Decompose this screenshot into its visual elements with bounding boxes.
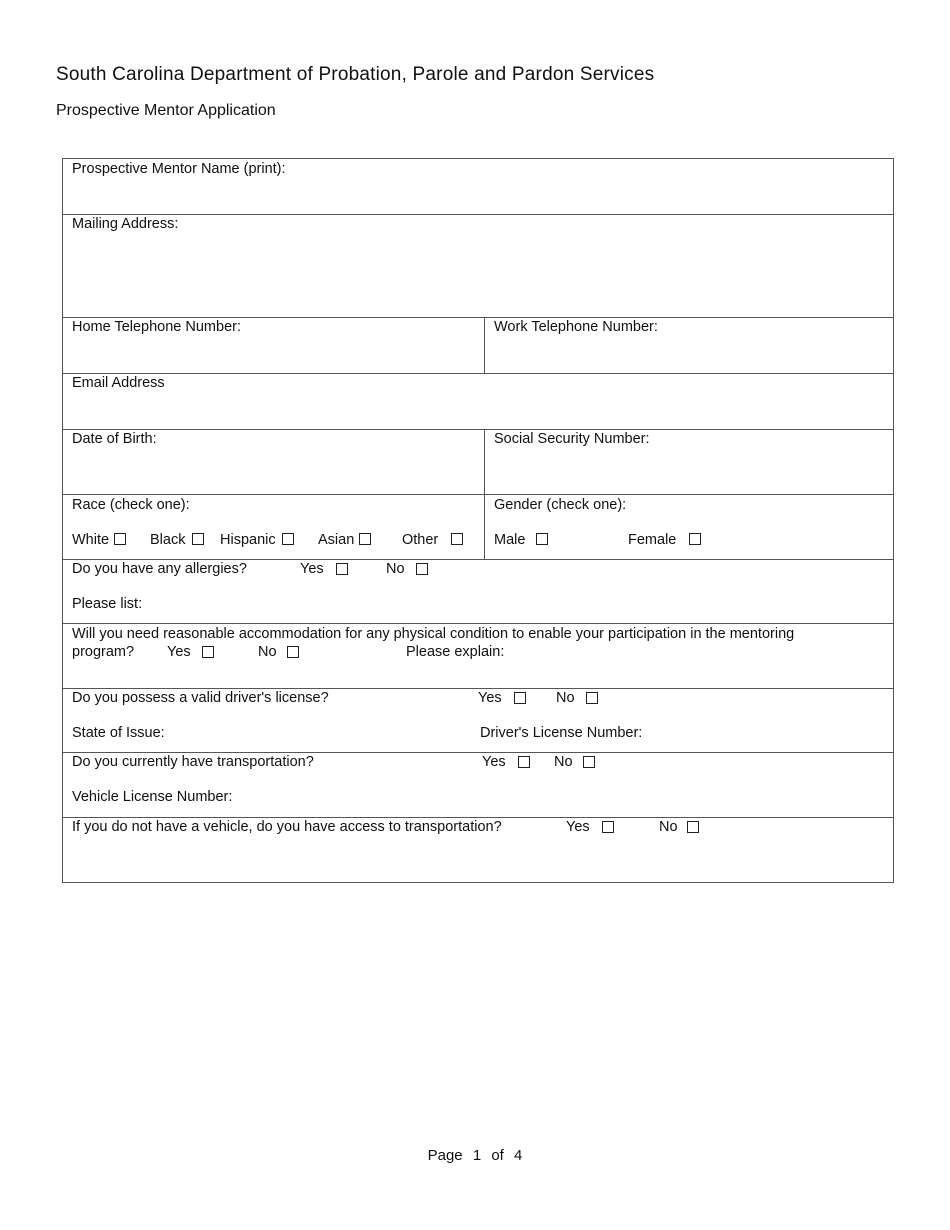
transport-row bbox=[63, 753, 893, 818]
email-label: Email Address bbox=[72, 375, 165, 391]
access-no-checkbox[interactable] bbox=[687, 821, 699, 833]
race-other-checkbox[interactable] bbox=[451, 533, 463, 545]
race-hispanic-checkbox[interactable] bbox=[282, 533, 294, 545]
access-row bbox=[63, 818, 893, 882]
accommodation-explain-label: Please explain: bbox=[406, 644, 505, 660]
mailing-address-label: Mailing Address: bbox=[72, 216, 179, 232]
accommodation-no-label: No bbox=[258, 644, 277, 660]
application-form bbox=[62, 158, 894, 883]
page-footer bbox=[0, 1147, 950, 1164]
license-yes-label: Yes bbox=[478, 690, 502, 706]
page-word: Page bbox=[427, 1147, 463, 1164]
license-no-checkbox[interactable] bbox=[586, 692, 598, 704]
transport-yes-label: Yes bbox=[482, 754, 506, 770]
transport-question: Do you currently have transportation? bbox=[72, 754, 314, 770]
allergies-no-label: No bbox=[386, 561, 405, 577]
accommodation-yes-checkbox[interactable] bbox=[202, 646, 214, 658]
accommodation-no-checkbox[interactable] bbox=[287, 646, 299, 658]
license-yes-checkbox[interactable] bbox=[514, 692, 526, 704]
allergies-no-checkbox[interactable] bbox=[416, 563, 428, 575]
race-option-white: White bbox=[72, 532, 110, 548]
column-divider bbox=[484, 430, 485, 494]
page-subtitle: Prospective Mentor Application bbox=[56, 102, 276, 119]
gender-female-checkbox[interactable] bbox=[689, 533, 701, 545]
home-phone-label: Home Telephone Number: bbox=[72, 319, 241, 335]
name-label: Prospective Mentor Name (print): bbox=[72, 161, 286, 177]
accommodation-row bbox=[63, 624, 893, 689]
column-divider bbox=[484, 495, 485, 559]
page-title: South Carolina Department of Probation, Parole and Pardon Services bbox=[56, 64, 655, 85]
gender-label: Gender (check one): bbox=[494, 497, 627, 513]
page-total: 4 bbox=[514, 1147, 523, 1164]
license-no-label: No bbox=[556, 690, 575, 706]
allergies-row bbox=[63, 560, 893, 624]
race-white-checkbox[interactable] bbox=[114, 533, 126, 545]
race-black-checkbox[interactable] bbox=[192, 533, 204, 545]
license-state-label: State of Issue: bbox=[72, 725, 165, 741]
page-current: 1 bbox=[472, 1147, 482, 1164]
gender-option-male: Male bbox=[494, 532, 526, 548]
gender-male-checkbox[interactable] bbox=[536, 533, 548, 545]
email-row[interactable] bbox=[63, 374, 893, 430]
of-word: of bbox=[491, 1147, 504, 1164]
race-option-hispanic: Hispanic bbox=[220, 532, 276, 548]
license-question: Do you possess a valid driver's license? bbox=[72, 690, 329, 706]
license-row bbox=[63, 689, 893, 753]
dob-ssn-row bbox=[63, 430, 893, 495]
access-no-label: No bbox=[659, 819, 678, 835]
accommodation-question-line2: program? bbox=[72, 644, 135, 660]
transport-no-label: No bbox=[554, 754, 573, 770]
race-asian-checkbox[interactable] bbox=[359, 533, 371, 545]
race-option-black: Black bbox=[150, 532, 186, 548]
accommodation-question-line1: Will you need reasonable accommodation for any physical condition to enable your participation in the mentoring bbox=[72, 626, 795, 642]
access-question: If you do not have a vehicle, do you have access to transportation? bbox=[72, 819, 502, 835]
phone-row bbox=[63, 318, 893, 374]
transport-yes-checkbox[interactable] bbox=[518, 756, 530, 768]
transport-no-checkbox[interactable] bbox=[583, 756, 595, 768]
dob-label: Date of Birth: bbox=[72, 431, 157, 447]
allergies-question: Do you have any allergies? bbox=[72, 561, 247, 577]
ssn-label: Social Security Number: bbox=[494, 431, 650, 447]
allergies-yes-checkbox[interactable] bbox=[336, 563, 348, 575]
mailing-address-row[interactable] bbox=[63, 215, 893, 318]
race-option-other: Other bbox=[402, 532, 439, 548]
vehicle-license-label: Vehicle License Number: bbox=[72, 789, 233, 805]
name-row[interactable] bbox=[63, 159, 893, 215]
race-label: Race (check one): bbox=[72, 497, 190, 513]
race-option-asian: Asian bbox=[318, 532, 355, 548]
access-yes-label: Yes bbox=[566, 819, 590, 835]
race-gender-row bbox=[63, 495, 893, 560]
gender-option-female: Female bbox=[628, 532, 677, 548]
license-number-label: Driver's License Number: bbox=[480, 725, 643, 741]
work-phone-label: Work Telephone Number: bbox=[494, 319, 658, 335]
access-yes-checkbox[interactable] bbox=[602, 821, 614, 833]
allergies-yes-label: Yes bbox=[300, 561, 324, 577]
accommodation-yes-label: Yes bbox=[167, 644, 191, 660]
column-divider bbox=[484, 318, 485, 373]
allergies-list-label: Please list: bbox=[72, 596, 143, 612]
